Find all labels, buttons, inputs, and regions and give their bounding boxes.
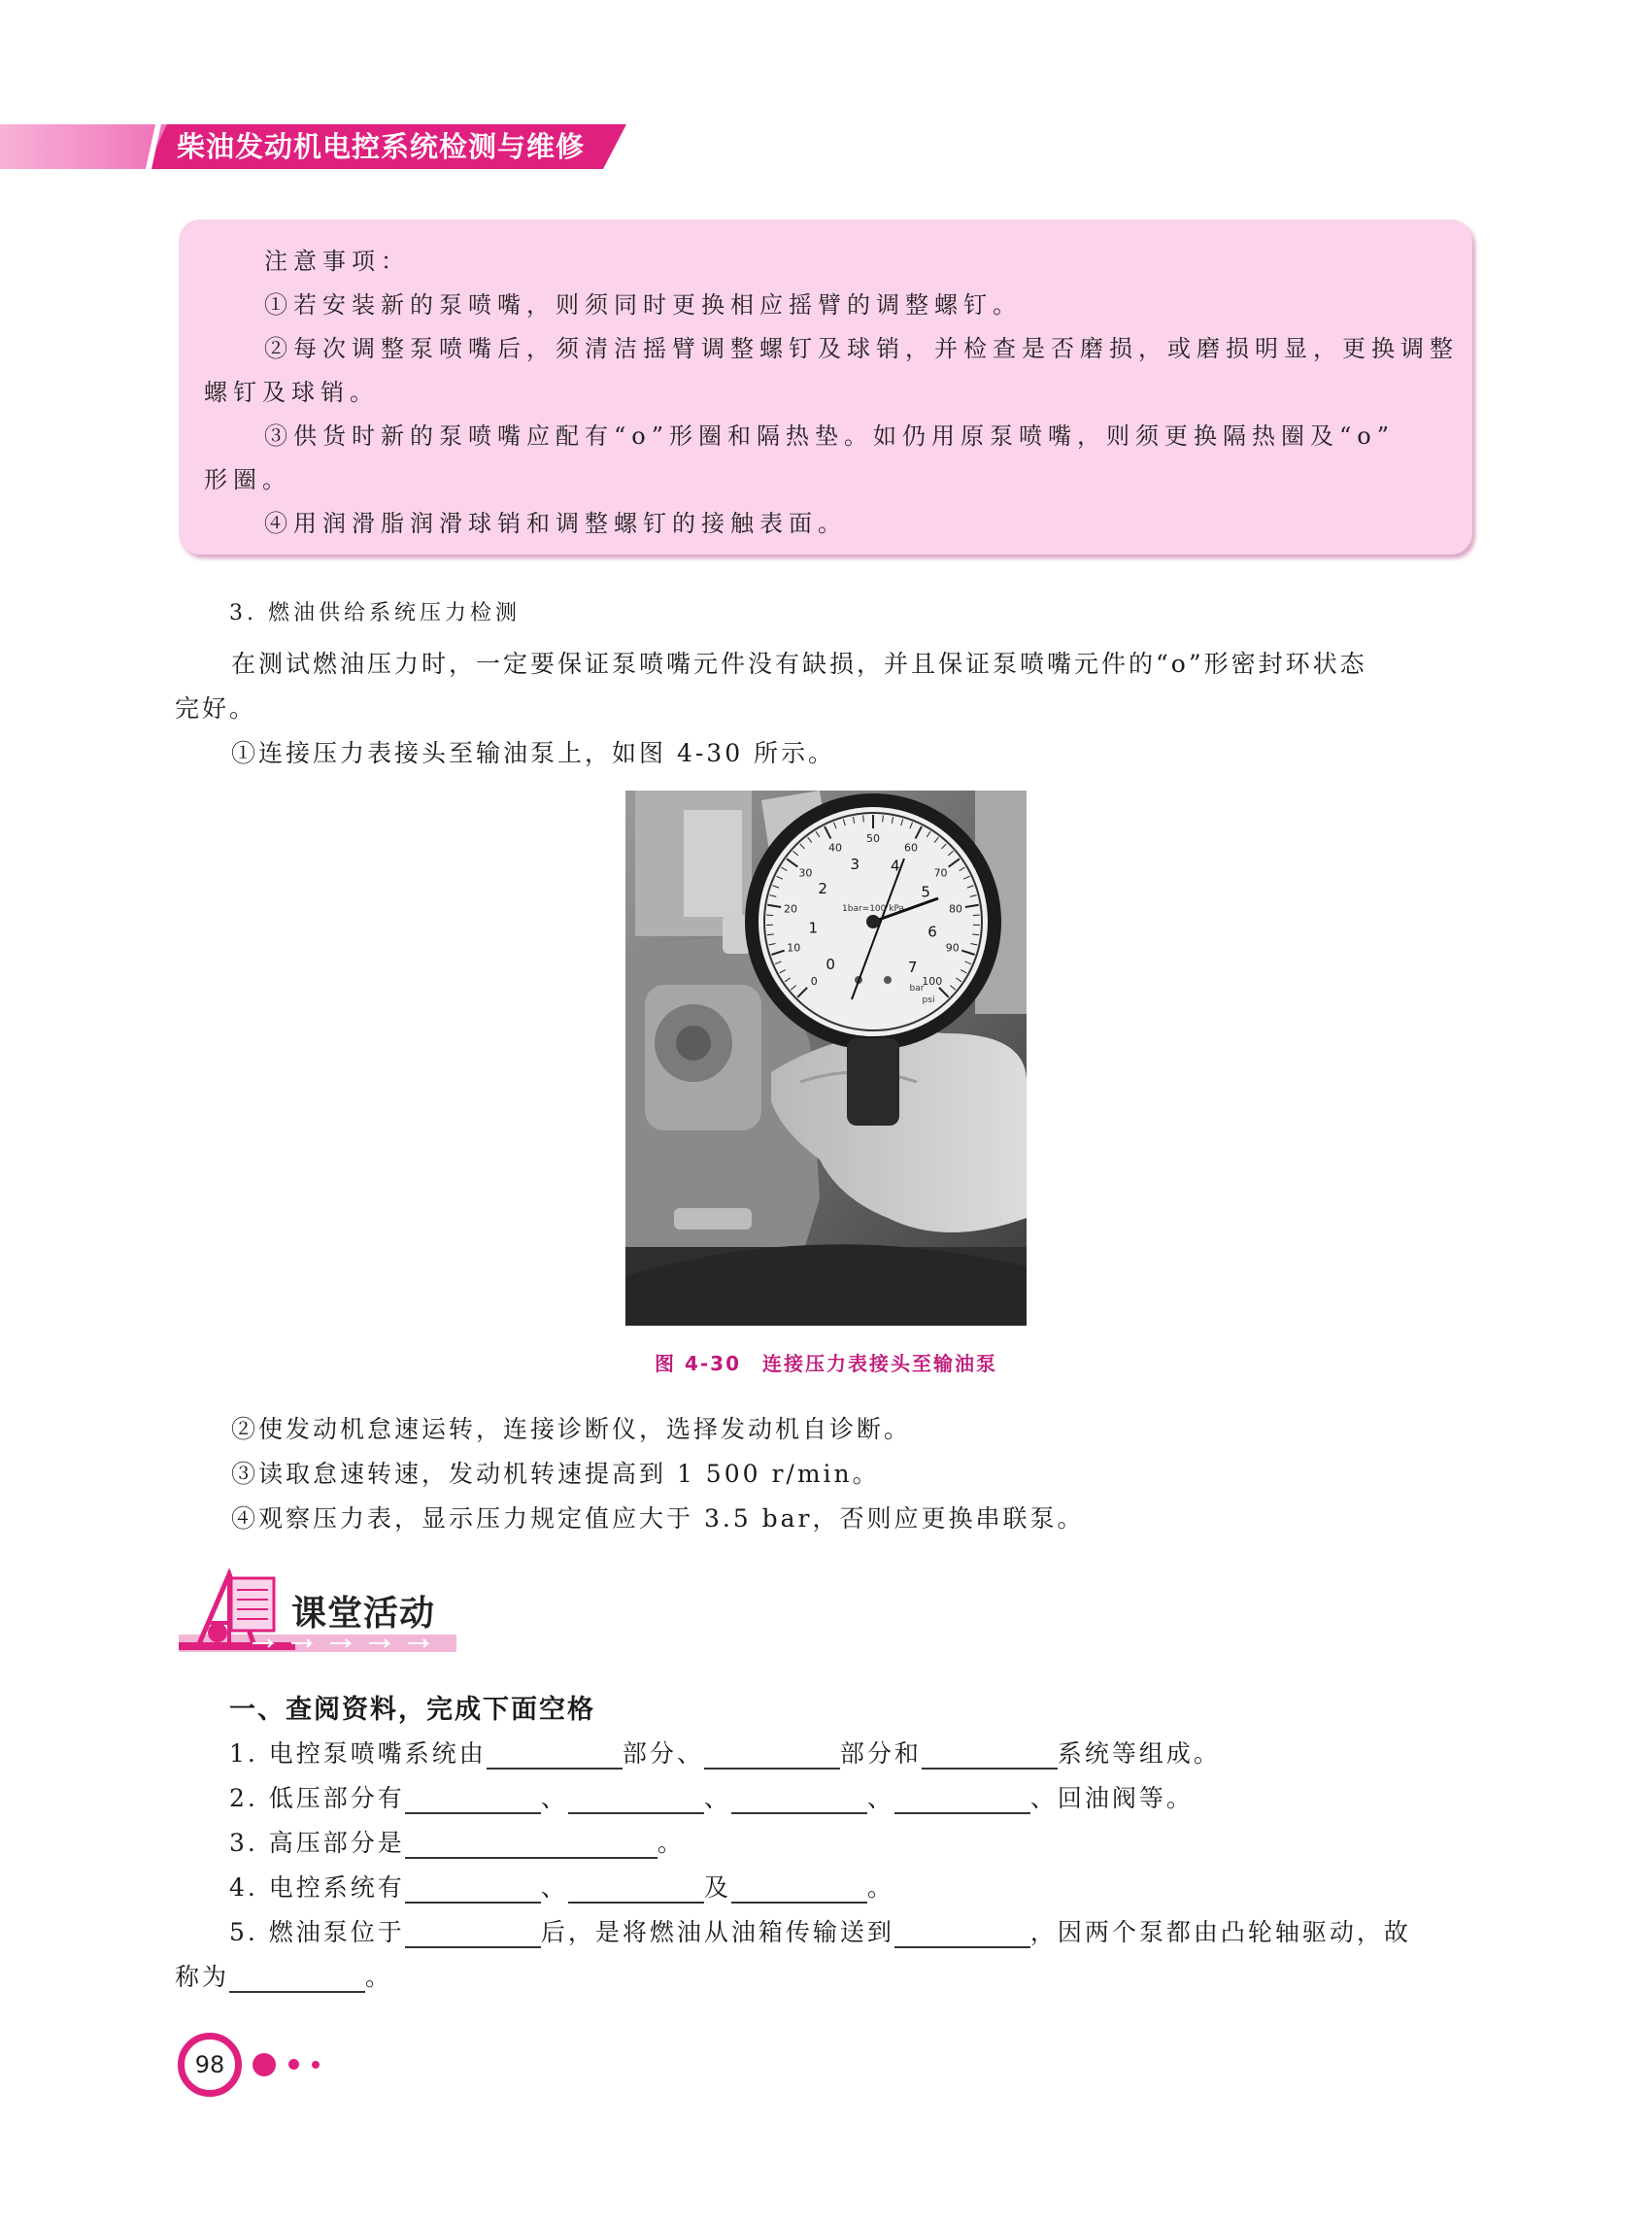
notes-line-3: 螺钉及球销。 [204,379,379,406]
gauge-psi-label: 10 [787,941,801,955]
notes-line-4: ③供货时新的泵喷嘴应配有“o”形圈和隔热垫。如仍用原泵喷嘴，则须更换隔热圈及“o” [264,422,1395,450]
gauge-bar-label: 4 [891,857,900,875]
gauge-bar-label: 7 [907,958,918,976]
gauge-psi-label: 100 [922,974,943,988]
gauge-psi-label: 50 [866,832,880,845]
question-4-text-d: 。 [866,1873,894,1902]
question-4 [229,1869,894,1904]
step-4: ④观察压力表，显示压力规定值应大于 3.5 bar，否则应更换串联泵。 [231,1504,1085,1533]
step-2: ②使发动机怠速运转，连接诊断仪，选择发动机自诊断。 [231,1415,912,1443]
page-dot-medium [288,2059,299,2070]
blank-field[interactable] [405,1832,657,1859]
notes-line-6: ④用润滑脂润滑球销和调整螺钉的接触表面。 [264,510,847,537]
step-3: ③读取怠速转速，发动机转速提高到 1 500 r/min。 [231,1460,880,1488]
question-5 [229,1913,1411,1948]
question-5-continued [175,1958,392,1993]
question-5-text-e: 。 [365,1963,393,1991]
gauge-psi-label: 40 [827,841,842,855]
blank-field[interactable] [405,1787,541,1814]
question-5-text-c: ，因两个泵都由凸轮轴驱动，故 [1029,1918,1411,1946]
gauge-psi-label: 70 [933,866,948,880]
blank-field[interactable] [922,1742,1058,1770]
blank-field[interactable] [568,1876,704,1904]
gauge-psi-label: 90 [945,941,960,955]
blank-field[interactable] [894,1921,1030,1948]
book-title: 柴油发动机电控系统检测与维修 [177,130,586,163]
activity-section-heading: 一、查阅资料，完成下面空格 [229,1695,595,1725]
blank-field[interactable] [731,1787,867,1814]
question-2-text-e: 、回油阀等。 [1029,1784,1194,1812]
paragraph-line-1: 在测试燃油压力时，一定要保证泵喷嘴元件没有缺损，并且保证泵喷嘴元件的“o”形密封环状态 [231,650,1367,678]
blank-field[interactable] [229,1966,365,1993]
blank-field[interactable] [568,1787,704,1814]
blank-field[interactable] [731,1876,867,1904]
gauge-psi-label: 0 [810,974,818,988]
question-4-text-a: 4. 电控系统有 [229,1873,405,1902]
page-number: 98 [194,2051,225,2078]
pressure-gauge-photo [625,791,1027,1326]
question-2 [229,1779,1194,1814]
gauge-bar-label: 0 [826,955,835,973]
gauge-bar-label: 1 [808,919,819,937]
gauge-bar-label: 6 [927,923,937,941]
question-5-text-d: 称为 [175,1963,230,1991]
page-dot-small [312,2061,320,2069]
notes-line-1: ①若安装新的泵喷嘴，则须同时更换相应摇臂的调整螺钉。 [264,291,1022,319]
question-1-text-a: 1. 电控泵喷嘴系统由 [229,1739,487,1768]
gauge-bar-label: 5 [921,883,930,901]
activity-title: 课堂活动 [291,1594,436,1634]
question-3 [229,1824,685,1859]
question-3-text-b: 。 [657,1829,685,1857]
figure-caption: 图 4-30 连接压力表接头至输油泵 [654,1352,997,1375]
gauge-psi-label: 80 [948,902,962,916]
question-1-text-d: 系统等组成。 [1057,1739,1221,1768]
notes-line-5: 形圈。 [204,466,291,493]
blank-field[interactable] [704,1742,840,1770]
gauge-tick [863,815,864,822]
question-2-text-b: 、 [540,1784,568,1812]
activity-banner-arrows [243,1635,447,1652]
question-3-text-a: 3. 高压部分是 [229,1829,405,1857]
question-5-text-a: 5. 燃油泵位于 [229,1918,405,1946]
gauge-bar-label: 3 [850,855,860,873]
gauge-unit-psi: psi [922,995,935,1005]
question-4-text-c: 及 [703,1873,731,1902]
question-1 [229,1735,1221,1770]
gauge-psi-label: 20 [784,902,798,916]
question-1-text-c: 部分和 [839,1739,922,1768]
gauge-unit-bar: bar [909,984,925,994]
gauge-note: 1bar=100 kPa [842,904,904,914]
gauge-psi-label: 30 [798,866,813,880]
question-4-text-b: 、 [540,1873,568,1902]
section-heading: 3. 燃油供给系统压力检测 [229,601,521,625]
paragraph-line-2: 完好。 [175,694,257,723]
pressure-gauge-illustration [625,791,1027,1326]
blank-field[interactable] [405,1921,541,1948]
question-2-text-c: 、 [703,1784,731,1812]
step-1: ①连接压力表接头至输油泵上，如图 4-30 所示。 [231,739,836,767]
blank-field[interactable] [405,1876,541,1904]
notes-line-2: ②每次调整泵喷嘴后，须清洁摇臂调整螺钉及球销，并检查是否磨损，或磨损明显，更换调整 [264,335,1459,362]
page-number-badge [178,2033,242,2097]
gauge-tick [883,815,884,822]
question-2-text-d: 、 [866,1784,894,1812]
gauge-bar-label: 2 [818,879,827,897]
question-2-text-a: 2. 低压部分有 [229,1784,405,1812]
notes-heading: 注意事项： [264,248,410,275]
gauge-psi-label: 60 [904,841,919,855]
question-1-text-b: 部分、 [622,1739,704,1768]
page-dot-large [253,2053,276,2076]
blank-field[interactable] [894,1787,1030,1814]
question-5-text-b: 后，是将燃油从油箱传输送到 [540,1918,894,1946]
blank-field[interactable] [487,1742,623,1770]
